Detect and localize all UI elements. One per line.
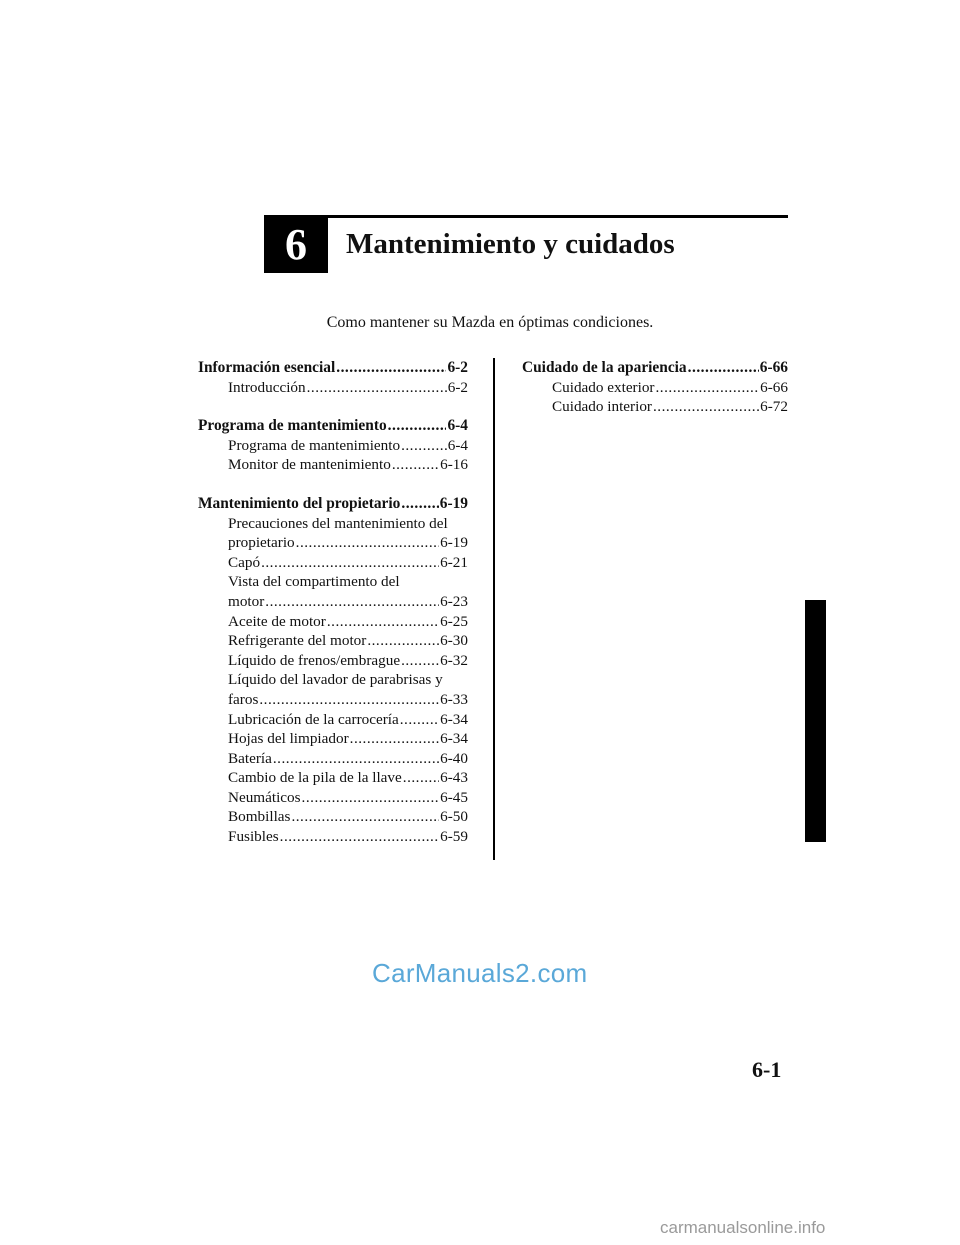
toc-entry[interactable] — [228, 612, 468, 632]
toc-entry-title: Capó — [228, 553, 261, 571]
toc-entry-title: faros — [228, 690, 259, 708]
toc-entry[interactable] — [228, 768, 468, 788]
toc-section-heading[interactable] — [198, 358, 468, 378]
toc-dot-leader — [336, 358, 446, 378]
toc-entry-title: Líquido de frenos/embrague — [228, 651, 401, 669]
toc-entry[interactable] — [228, 651, 468, 671]
toc-section — [198, 416, 468, 475]
toc-dot-leader — [307, 378, 447, 398]
toc-entry[interactable] — [228, 729, 468, 749]
toc-entry[interactable] — [228, 807, 468, 827]
toc-entry-title: Bombillas — [228, 808, 291, 826]
toc-heading-title: Información esencial — [198, 359, 336, 376]
toc-entry-page: 6-16 — [440, 456, 468, 474]
toc-entry[interactable] — [228, 827, 468, 847]
toc-entry-title: Lubricación de la carrocería — [228, 710, 399, 728]
toc-entry[interactable] — [228, 749, 468, 769]
toc-entry-page: 6-40 — [440, 749, 468, 767]
toc-entry[interactable] — [552, 378, 788, 398]
toc-entry-title: Cuidado exterior — [552, 378, 655, 396]
toc-heading-title: Mantenimiento del propietario — [198, 494, 401, 512]
toc-left-column — [198, 358, 468, 866]
toc-entry-page: 6-34 — [440, 710, 468, 728]
chapter-number: 6 — [285, 219, 307, 269]
toc-section-heading[interactable] — [198, 416, 468, 436]
chapter-subtitle: Como mantener su Mazda en óptimas condiciones. — [326, 314, 654, 331]
toc-entry-title: Hojas del limpiador — [228, 730, 349, 748]
toc-entry-page: 6-72 — [760, 398, 788, 416]
toc-entry-line: Vista del compartimento del — [228, 573, 400, 591]
toc-entry[interactable] — [228, 710, 468, 730]
toc-entry[interactable] — [228, 455, 468, 475]
toc-entry-page: 6-66 — [760, 378, 788, 396]
toc-dot-leader — [261, 553, 439, 573]
toc-entry[interactable] — [228, 788, 468, 808]
toc-dot-leader — [367, 631, 439, 651]
toc-section-heading[interactable] — [198, 494, 468, 514]
toc-heading-page: 6-66 — [759, 359, 788, 376]
toc-dot-leader — [265, 592, 439, 612]
toc-section — [522, 358, 788, 417]
toc-entry[interactable] — [228, 631, 468, 651]
toc-dot-leader — [401, 436, 447, 456]
footer-watermark: carmanualsonline.info — [660, 1218, 826, 1237]
toc-entry-page: 6-23 — [440, 592, 468, 610]
toc-heading-title: Programa de mantenimiento — [198, 417, 387, 435]
chapter-side-tab — [805, 600, 826, 842]
toc-dot-leader — [327, 612, 439, 632]
toc-entry-title: Batería — [228, 749, 272, 767]
toc-entry-page: 6-50 — [440, 808, 468, 826]
toc-entry-title: Monitor de mantenimiento — [228, 456, 391, 474]
chapter-number-box — [264, 215, 328, 273]
toc-entry[interactable] — [228, 533, 468, 553]
toc-heading-page: 6-4 — [447, 417, 468, 435]
toc-entry-page: 6-19 — [440, 534, 468, 552]
toc-dot-leader — [302, 788, 440, 808]
toc-dot-leader — [280, 827, 440, 847]
toc-entry-title: Fusibles — [228, 828, 279, 846]
watermark: CarManuals2.com — [372, 958, 588, 988]
toc-dot-leader — [273, 749, 439, 769]
toc-entry[interactable] — [228, 553, 468, 573]
toc-entry-title: Refrigerante del motor — [228, 632, 367, 650]
toc-entry-page: 6-4 — [447, 436, 468, 454]
toc-entry-title: Programa de mantenimiento — [228, 436, 401, 454]
toc-dot-leader — [653, 397, 759, 417]
toc-section — [198, 358, 468, 397]
toc-dot-leader — [656, 378, 760, 398]
toc-dot-leader — [403, 768, 439, 788]
toc-entry-page: 6-25 — [440, 612, 468, 630]
toc-entry-page: 6-34 — [440, 730, 468, 748]
toc-dot-leader — [401, 651, 439, 671]
toc-dot-leader — [388, 416, 447, 436]
toc-entry-page: 6-30 — [440, 632, 468, 650]
toc-section-heading[interactable] — [522, 358, 788, 378]
toc-entry-page: 6-43 — [440, 769, 468, 787]
toc-dot-leader — [350, 729, 440, 749]
toc-entry-page: 6-45 — [440, 788, 468, 806]
toc-entry-page: 6-33 — [440, 690, 468, 708]
toc-entry-title: Cambio de la pila de la llave — [228, 769, 402, 787]
toc-dot-leader — [688, 358, 759, 378]
toc-entry-title: Introducción — [228, 378, 306, 396]
column-divider — [493, 358, 495, 860]
toc-entry-page: 6-32 — [440, 651, 468, 669]
toc-dot-leader — [401, 494, 438, 514]
chapter-title: Mantenimiento y cuidados — [346, 228, 675, 260]
toc-entry-title: Cuidado interior — [552, 398, 652, 416]
toc-entry[interactable] — [228, 436, 468, 456]
toc-entry[interactable] — [228, 592, 468, 612]
toc-entry-title: propietario — [228, 534, 295, 552]
toc-entry[interactable] — [228, 378, 468, 398]
toc-heading-title: Cuidado de la apariencia — [522, 359, 687, 376]
toc-entry-page: 6-59 — [440, 828, 468, 846]
toc-entry-page: 6-2 — [447, 378, 468, 396]
toc-entry-line: Líquido del lavador de parabrisas y — [228, 671, 443, 689]
toc-dot-leader — [296, 533, 440, 553]
toc-entry-title: Aceite de motor — [228, 612, 326, 630]
toc-dot-leader — [400, 710, 439, 730]
toc-entry-title: motor — [228, 592, 265, 610]
page-number: 6-1 — [752, 1057, 782, 1082]
toc-entry[interactable] — [228, 690, 468, 710]
toc-dot-leader — [259, 690, 439, 710]
chapter-rule — [328, 215, 788, 218]
toc-entry-title: Neumáticos — [228, 788, 301, 806]
toc-heading-page: 6-2 — [447, 359, 468, 376]
toc-entry-page: 6-21 — [440, 553, 468, 571]
toc-entry[interactable] — [552, 397, 788, 417]
toc-section — [198, 494, 468, 847]
toc-dot-leader — [291, 807, 439, 827]
toc-right-column — [522, 358, 788, 436]
toc-dot-leader — [392, 455, 439, 475]
toc-heading-page: 6-19 — [439, 494, 468, 512]
toc-entry-line: Precauciones del mantenimiento del — [228, 514, 448, 532]
